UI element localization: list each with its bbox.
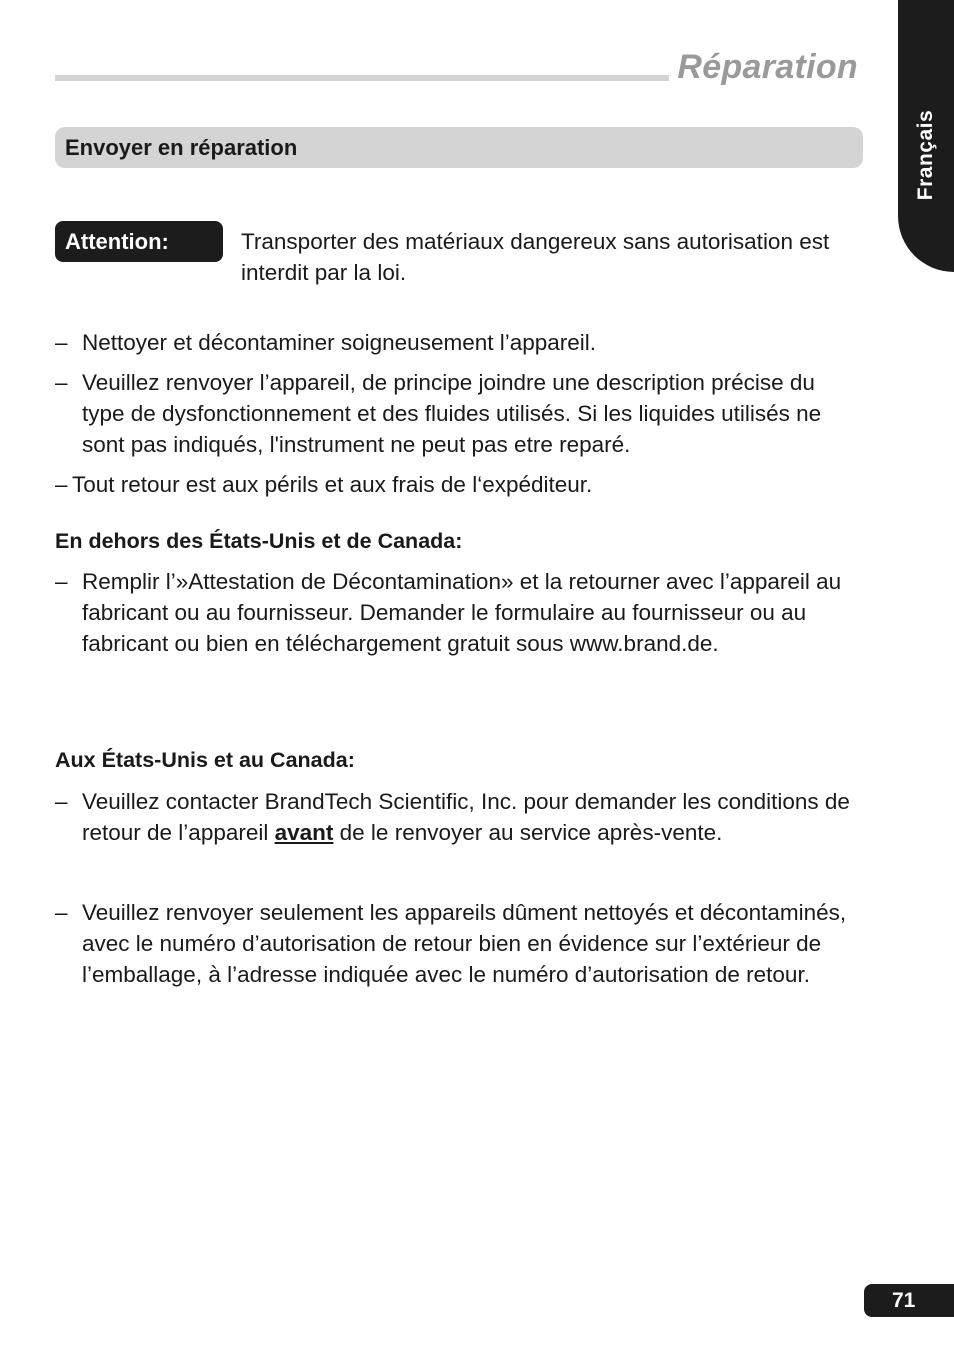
outside-us-heading: En dehors des États-Unis et de Canada: — [55, 529, 463, 553]
dash-bullet: – — [55, 569, 68, 594]
list-item-text: Nettoyer et décontaminer soigneusement l’appareil. — [82, 330, 597, 355]
dash-bullet: – — [55, 900, 68, 925]
list-item-text-part: Veuillez contacter BrandTech Scientific, Inc. pour demander les conditions de retour de l’appareil — [82, 789, 850, 845]
attention-badge: Attention: — [55, 221, 223, 262]
list-item-text-part: de le renvoyer au service après-vente. — [333, 820, 723, 845]
us-canada-heading: Aux États-Unis et au Canada: — [55, 748, 355, 772]
header-rule — [55, 75, 669, 81]
dash-bullet: – — [55, 330, 68, 355]
list-item-text — [82, 786, 855, 848]
page-number: 71 — [864, 1284, 954, 1317]
list-item-text: Veuillez renvoyer l’appareil, de principe joindre une description précise du type de dysfonctionnement et des fluides utilisés. Si les liquides utilisés ne sont pas indiqués, l'instrument ne peut pas etre reparé. — [82, 370, 822, 457]
list-item — [55, 566, 855, 659]
section-heading: Envoyer en réparation — [55, 127, 863, 168]
list-item — [55, 327, 855, 358]
list-item-text: Remplir l’»Attestation de Décontamination» et la retourner avec l’appareil au fabricant ou au fournisseur. Demander le formulaire au fournisseur ou au fabricant ou bien en téléchargement gratuit sous www.brand.de. — [82, 569, 842, 656]
page-title: Réparation — [677, 48, 858, 86]
dash-bullet: – — [55, 370, 68, 395]
list-item-text: Veuillez renvoyer seulement les appareils dûment nettoyés et décontaminés, avec le numéro d’autorisation de retour bien en évidence sur l’extérieur de l’emballage, à l’adresse indiquée avec le numéro d’autorisation de retour. — [82, 900, 847, 987]
emphasis-avant: avant — [274, 820, 334, 845]
list-item — [55, 469, 855, 500]
language-label: Français — [914, 109, 937, 201]
list-item — [55, 786, 855, 848]
list-item — [55, 897, 855, 990]
list-item-text: Tout retour est aux périls et aux frais de l‘expéditeur. — [72, 472, 593, 497]
attention-text: Transporter des matériaux dangereux sans autorisation est interdit par la loi. — [241, 229, 830, 285]
dash-bullet: – — [55, 789, 68, 814]
list-item — [55, 367, 855, 460]
dash-bullet: – — [55, 472, 68, 497]
